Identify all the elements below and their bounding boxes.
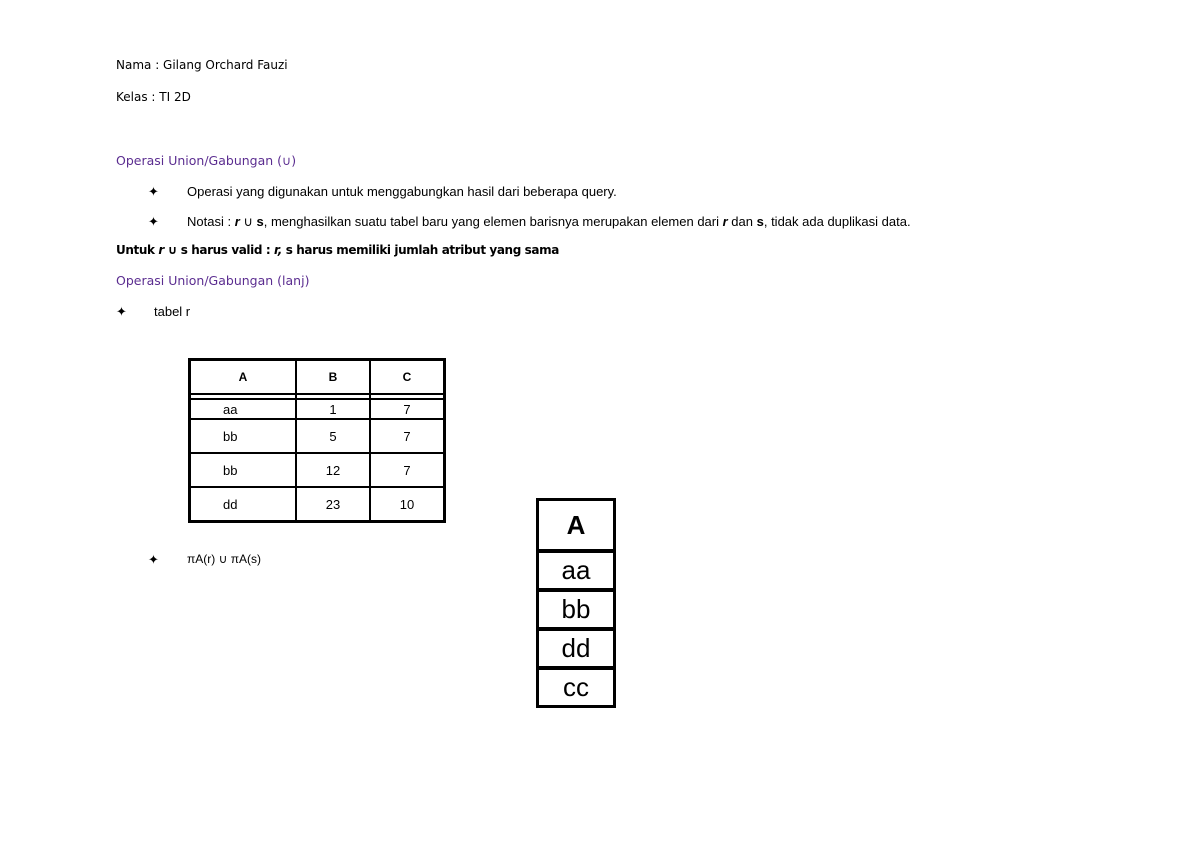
table-cell: 12 (296, 453, 370, 487)
table-r-label: tabel r (154, 304, 191, 319)
star-bullet-icon: ✦ (116, 304, 127, 319)
union-validity-condition: Untuk r ∪ s harus valid : r, s harus memiliki jumlah atribut yang sama (116, 243, 559, 257)
student-name: Nama : Gilang Orchard Fauzi (116, 58, 288, 72)
table-cell: 23 (296, 487, 370, 522)
star-bullet-icon: ✦ (148, 184, 159, 199)
table-cell: 7 (370, 399, 445, 419)
table-cell: 10 (370, 487, 445, 522)
table-cell: cc (536, 668, 616, 708)
table-result-header: A (536, 498, 616, 551)
student-class: Kelas : TI 2D (116, 90, 191, 104)
star-bullet-icon: ✦ (148, 214, 159, 229)
table-r-header: C (370, 360, 445, 395)
table-cell: 5 (296, 419, 370, 453)
table-cell: aa (190, 399, 297, 419)
table-cell: 1 (296, 399, 370, 419)
union-definition: Operasi yang digunakan untuk menggabungkan hasil dari beberapa query. (187, 184, 617, 199)
table-cell: dd (190, 487, 297, 522)
table-result (536, 498, 616, 708)
table-cell: bb (536, 590, 616, 629)
table-row (536, 629, 616, 668)
table-row (536, 668, 616, 708)
star-bullet-icon: ✦ (148, 552, 159, 567)
table-row (190, 399, 445, 419)
table-cell: bb (190, 419, 297, 453)
table-cell: 7 (370, 419, 445, 453)
section-heading-union: Operasi Union/Gabungan (∪) (116, 153, 297, 168)
table-row (536, 590, 616, 629)
table-cell: 7 (370, 453, 445, 487)
table-cell: bb (190, 453, 297, 487)
table-r-header: B (296, 360, 370, 395)
table-r-header: A (190, 360, 297, 395)
table-row (190, 487, 445, 522)
table-cell: dd (536, 629, 616, 668)
table-row (190, 453, 445, 487)
projection-union-formula: πA(r) ∪ πA(s) (187, 552, 261, 566)
section-heading-union-lanj: Operasi Union/Gabungan (lanj) (116, 273, 310, 288)
table-row (190, 419, 445, 453)
table-row (536, 551, 616, 590)
table-cell: aa (536, 551, 616, 590)
union-notation: Notasi : r ∪ s, menghasilkan suatu tabel baru yang elemen barisnya merupakan elemen dari r dan s, tidak ada duplikasi data. (187, 214, 911, 229)
table-r (188, 358, 446, 523)
